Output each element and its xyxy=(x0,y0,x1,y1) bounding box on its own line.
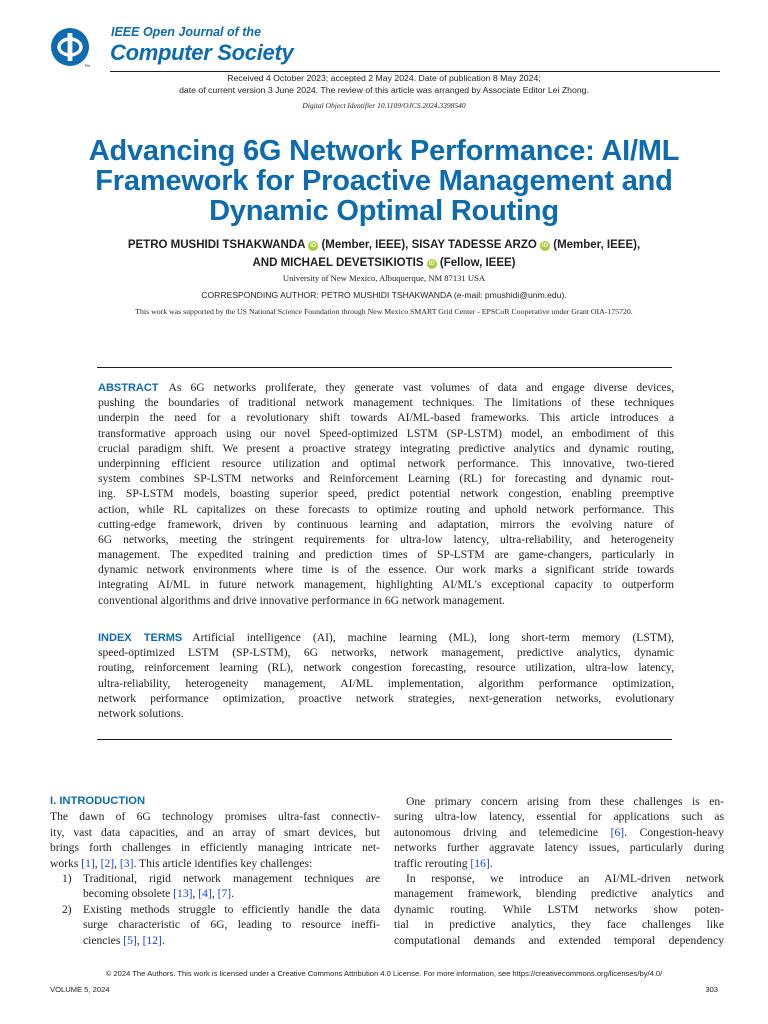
paper-title xyxy=(0,136,768,226)
citation-link[interactable]: [16] xyxy=(470,856,490,870)
header-rule xyxy=(110,71,720,72)
list-number: 2) xyxy=(62,902,72,916)
volume-label: VOLUME 5, 2024 xyxy=(50,985,110,994)
abstract-line: crucial paradigm shift. We present a proactive strategy integrating predictive analytics and dynamic routing, xyxy=(98,441,674,455)
index-terms-line: Artificial intelligence (AI), machine learning (ML), long short-term memory (LSTM), xyxy=(192,631,674,644)
logo-tm: TM xyxy=(84,63,90,67)
index-terms xyxy=(98,630,674,721)
abstract-line: pushing the boundaries of traditional network management techniques. The limitations of these techniques xyxy=(98,396,674,410)
citation-link[interactable]: [4] xyxy=(198,887,212,901)
abstract-bottom-rule xyxy=(97,739,672,740)
version-review-info: date of current version 3 June 2024. The review of this article was arranged by Associate Editor Lei Zhong. xyxy=(179,85,589,95)
index-terms-line: routing, reinforcement learning (RL), network congestion forecasting, resource utilization, ultra-low latency, xyxy=(98,661,674,675)
citation-link[interactable]: [7] xyxy=(217,887,232,901)
list-item-continued: surge characteristic of 6G, leading to resource ineffi- xyxy=(83,918,380,932)
corresponding-author: CORRESPONDING AUTHOR: PETRO MUSHIDI TSHAKWANDA (e-mail: pmushidi@unm.edu). xyxy=(201,290,567,300)
abstract-line: underpin the need for a revolutionary shift towards AI/ML-based frameworks. This article introduces a xyxy=(98,411,674,425)
journal-name-line2: Computer Society xyxy=(110,40,294,65)
abstract-line: transformative approach using our novel Speed-optimized LSTM (SP-LSTM) model, an embodiment of this xyxy=(98,426,674,440)
body-line: networks further aggravate latency issues, particularly during xyxy=(394,841,724,855)
list-item: 2) Existing methods struggle to efficiently handle the data xyxy=(62,902,380,916)
abstract-label: ABSTRACT xyxy=(98,382,159,394)
author-list xyxy=(0,236,768,272)
abstract xyxy=(98,380,674,608)
abstract-top-rule xyxy=(97,367,672,368)
author-role: (Member, IEEE), xyxy=(553,239,641,251)
title-line: Dynamic Optimal Routing xyxy=(209,195,559,227)
body-line: tial in predictive analytics, they face challenges like xyxy=(394,918,724,932)
list-item-continued: ciencies [5], [12]. xyxy=(83,933,165,947)
author-name: SISAY TADESSE ARZO xyxy=(411,239,537,251)
citation-link[interactable]: [2] xyxy=(100,856,115,870)
affiliation: University of New Mexico, Albuquerque, NM 87131 USA xyxy=(282,273,486,283)
abstract-line: conventional algorithms and drive innovative performance in 6G network management. xyxy=(98,593,505,607)
citation-link[interactable]: [3] xyxy=(119,856,134,870)
abstract-line: action, while RL capitalizes on these forecasts to optimize routing and uphold network performance. This xyxy=(98,502,674,516)
intro-left-column xyxy=(50,794,380,948)
body-line: ity, vast data capacities, and an array of smart devices, but xyxy=(50,825,380,839)
body-line: dynamic routing. While LSTM networks show poten- xyxy=(394,902,724,916)
body-line: works [1], [2], [3]. This article identifies key challenges: xyxy=(50,856,313,870)
citation-link[interactable]: [5] xyxy=(123,933,137,947)
ieee-cs-logo-icon xyxy=(50,27,90,67)
body-line: In response, we introduce an AI/ML-driven network xyxy=(406,871,724,885)
abstract-line: system combines SP-LSTM networks and Reinforcement Learning (RL) for forecasting and dynamic rout- xyxy=(98,472,674,486)
index-terms-line: network solutions. xyxy=(98,706,184,720)
author-role: (Fellow, IEEE) xyxy=(439,257,516,269)
citation-link[interactable]: [1] xyxy=(81,856,95,870)
body-line: traffic rerouting [16]. xyxy=(394,856,493,870)
author-name: PETRO MUSHIDI TSHAKWANDA xyxy=(127,239,306,251)
citation-link[interactable]: [12] xyxy=(142,933,162,947)
section-heading: I. INTRODUCTION xyxy=(50,795,146,807)
index-terms-line: network performance optimization, proactive network strategies, next-generation networks, evolutionary xyxy=(98,691,674,705)
author-role: (Member, IEEE), xyxy=(321,239,409,251)
title-line: Advancing 6G Network Performance: AI/ML xyxy=(88,135,680,167)
citation-link[interactable]: [13] xyxy=(173,887,193,901)
license-notice: © 2024 The Authors. This work is licensed under a Creative Commons Attribution 4.0 License. For more information, see https://creativecommons.org/licenses/by/4.0/ xyxy=(105,969,663,978)
author-name: AND MICHAEL DEVETSIKIOTIS xyxy=(252,257,424,269)
body-line: computational demands and extended temporal dependency xyxy=(394,933,724,947)
abstract-line: 6G networks, meeting the stringent requirements for ultra-low latency, ultra-reliability, and heterogeneity xyxy=(98,532,674,546)
abstract-line: underpinning efficient resource utilization and optimal network performance. This innovative, two-tiered xyxy=(98,456,674,470)
index-terms-label: INDEX TERMS xyxy=(98,632,183,644)
page-number: 303 xyxy=(705,985,718,994)
orcid-icon[interactable]: iD xyxy=(542,243,549,249)
body-line: management framework, blending predictive analytics and xyxy=(394,887,724,901)
orcid-icon[interactable]: iD xyxy=(428,261,435,267)
citation-link[interactable]: [6] xyxy=(610,825,625,839)
body-line: The dawn of 6G technology promises ultra-fast connectiv- xyxy=(50,810,380,824)
journal-name-line1: IEEE Open Journal of the xyxy=(111,25,262,39)
abstract-line: management. The expedited training and prediction times of SP-LSTM are game-changers, particularly in xyxy=(98,548,674,562)
abstract-line: integrating AI/ML in future network management, highlighting AI/ML's exceptional capacity to outperform xyxy=(98,578,674,592)
abstract-line: cutting-edge framework, driven by continuous learning and adaptation, mirrors the evolving nature of xyxy=(98,517,674,531)
abstract-line: ing. SP-LSTM models, boasting superior speed, predict potential network congestion, enabling preemptive xyxy=(98,487,674,501)
title-line: Framework for Proactive Management and xyxy=(95,165,673,197)
received-dates: Received 4 October 2023; accepted 2 May 2024. Date of publication 8 May 2024; xyxy=(227,73,541,83)
intro-right-column xyxy=(394,794,724,948)
funding-note: This work was supported by the US National Science Foundation through New Mexico SMART Grid Center - EPSCoR Cooperative under Grant OIA-175720. xyxy=(135,307,633,316)
body-line: brings forth challenges in efficiently managing intricate net- xyxy=(50,841,380,855)
index-terms-line: speed-optimized LSTM (SP-LSTM), 6G networks, network management, predictive analytics, dynamic xyxy=(98,646,674,660)
abstract-line: As 6G networks proliferate, they generate vast volumes of data and engage diverse devices, xyxy=(168,381,674,394)
list-item-continued: becoming obsolete [13], [4], [7]. xyxy=(83,887,235,901)
list-item: 1) Traditional, rigid network management techniques are xyxy=(62,871,380,885)
orcid-icon[interactable]: iD xyxy=(310,243,317,249)
index-terms-line: ultra-reliability, heterogeneity management, AI/ML implementation, algorithm performance optimization, xyxy=(98,676,674,690)
body-line: suring ultra-low latency, essential for applications such as xyxy=(394,810,724,824)
doi[interactable]: Digital Object Identifier 10.1109/OJCS.2024.3398540 xyxy=(302,101,466,110)
list-number: 1) xyxy=(62,871,72,885)
body-line: One primary concern arising from these challenges is en- xyxy=(406,795,724,808)
body-line: autonomous driving and telemedicine [6]. Congestion-heavy xyxy=(394,825,724,839)
abstract-line: dynamic network environments where time is of the essence. Our work marks a significant stride towards xyxy=(98,563,674,577)
